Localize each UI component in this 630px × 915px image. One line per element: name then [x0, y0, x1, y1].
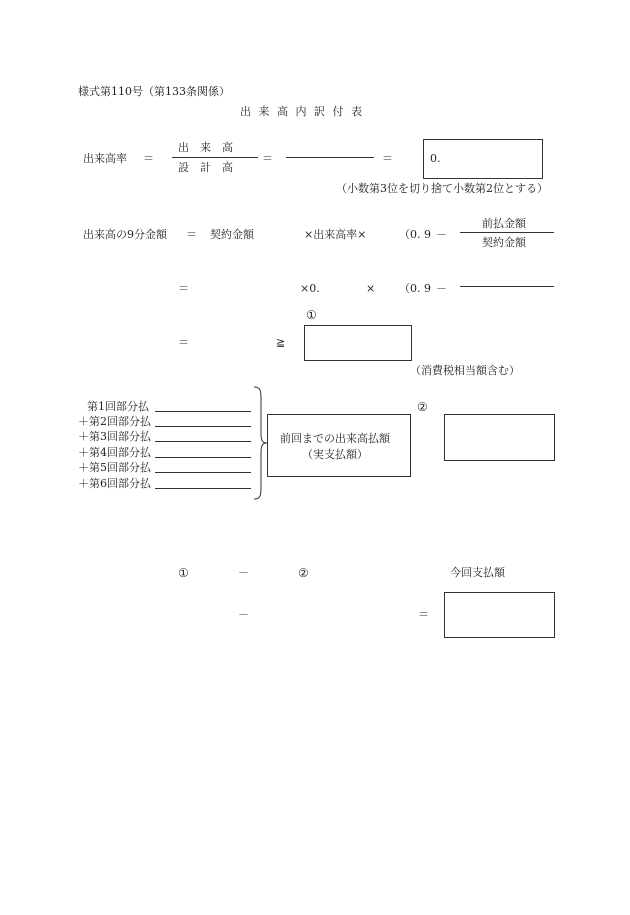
final-circle-two: ② [298, 566, 309, 580]
previous-payment-sublabel: （実支払額） [302, 448, 368, 461]
paren-zero-nine: （0. 9 [399, 228, 431, 241]
row3-equals: ＝ [178, 336, 189, 349]
partial-payment-line-2[interactable] [155, 426, 251, 427]
previous-payment-label-box [267, 414, 411, 477]
final-equals: ＝ [418, 608, 429, 621]
times-rate-label: ×出来高率× [304, 228, 367, 241]
nine-tenths-value-box[interactable] [304, 325, 412, 361]
partial-payment-item-5: ＋第5回部分払 [78, 461, 151, 474]
contract-amount-denominator: 契約金額 [482, 236, 526, 249]
row2-times-zero: ×0. [300, 282, 320, 295]
form-number: 様式第110号（第133条関係） [78, 85, 230, 98]
minus-sign: － [436, 228, 447, 241]
partial-payment-item-4: ＋第4回部分払 [78, 446, 151, 459]
page-title: 出 来 高 内 訳 付 表 [240, 105, 364, 118]
rate-numerator: 出 来 高 [178, 141, 233, 154]
partial-payment-line-4[interactable] [155, 457, 251, 458]
current-payment-value-box[interactable] [444, 592, 555, 638]
right-curly-brace [252, 386, 268, 500]
rate-equals: ＝ [143, 152, 154, 165]
partial-payment-line-3[interactable] [155, 441, 251, 442]
previous-payment-label: 前回までの出来高払額 [280, 432, 390, 445]
row2-times: × [366, 282, 376, 295]
rate-label: 出来高率 [83, 152, 127, 165]
rate-equals-2: ＝ [262, 152, 273, 165]
partial-payment-item-1: 第1回部分払 [87, 400, 149, 413]
rate-blank-line [286, 157, 374, 158]
row2-equals: ＝ [178, 282, 189, 295]
final-minus: － [238, 566, 249, 579]
rate-denominator: 設 計 高 [178, 161, 233, 174]
advance-amount-label: 前払金額 [482, 217, 526, 230]
row2-minus: － [436, 282, 447, 295]
partial-payment-line-1[interactable] [155, 411, 251, 412]
partial-payment-line-5[interactable] [155, 472, 251, 473]
row2-fraction-line [460, 286, 554, 287]
rate-value: 0. [430, 152, 441, 165]
current-payment-label: 今回支払額 [450, 566, 505, 579]
row2-paren-zero-nine: （0. 9 [399, 282, 431, 295]
tax-note: （消費税相当額含む） [410, 364, 520, 377]
partial-payment-item-3: ＋第3回部分払 [78, 430, 151, 443]
circle-two-marker: ② [417, 400, 428, 414]
final-circle-one: ① [178, 566, 189, 580]
contract-amount-label: 契約金額 [210, 228, 254, 241]
rate-equals-3: ＝ [382, 152, 393, 165]
rate-note: （小数第3位を切り捨て小数第2位とする） [336, 182, 548, 195]
circle-one-marker: ① [306, 308, 317, 322]
final-minus-2: － [238, 608, 249, 621]
partial-payment-line-6[interactable] [155, 488, 251, 489]
rate-fraction-bar [172, 157, 258, 158]
nine-tenths-equals: ＝ [186, 228, 197, 241]
previous-payment-value-box[interactable] [444, 414, 555, 461]
nine-tenths-label: 出来高の9分金額 [83, 228, 167, 241]
partial-payment-item-2: ＋第2回部分払 [78, 415, 151, 428]
advance-fraction-bar [460, 232, 554, 233]
partial-payment-item-6: ＋第6回部分払 [78, 477, 151, 490]
rate-value-box[interactable] [423, 139, 543, 179]
greater-equal-sign: ≧ [276, 336, 286, 349]
